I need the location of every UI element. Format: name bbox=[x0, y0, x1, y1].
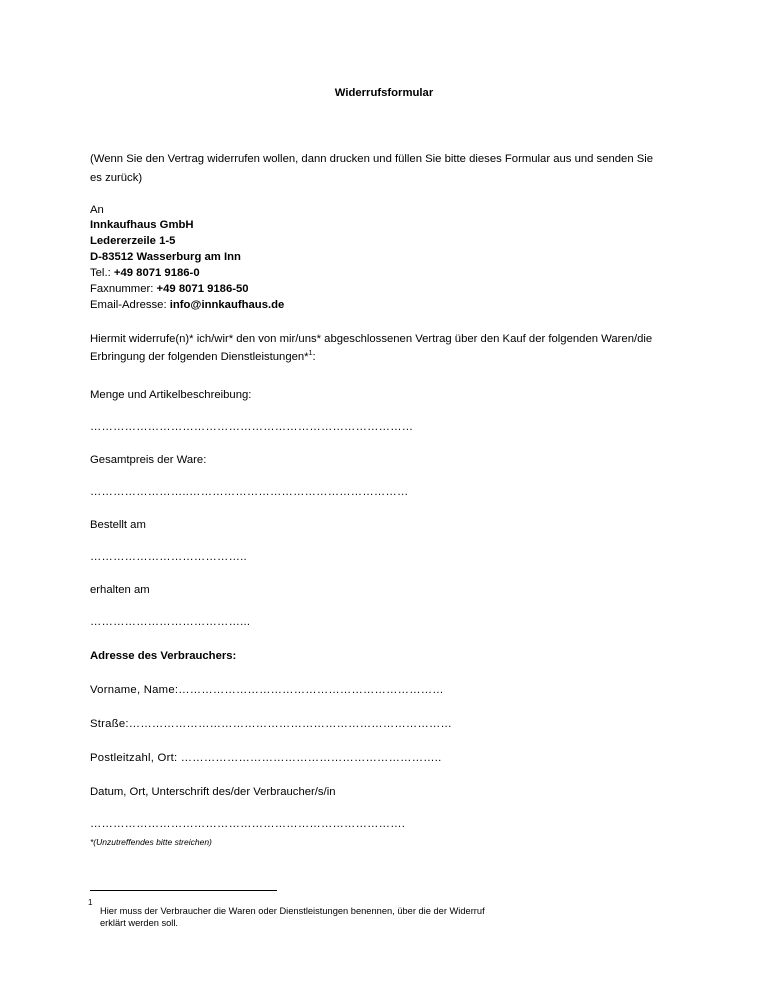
erhalten-dotted-field: …………………………………... bbox=[90, 616, 251, 628]
recipient-tel bbox=[90, 266, 200, 281]
recipient-street: Ledererzeile 1-5 bbox=[90, 235, 176, 247]
consumer-name-field: Vorname, Name:…………………………………………………………… bbox=[90, 684, 444, 696]
recipient-email bbox=[90, 298, 284, 313]
erhalten-label: erhalten am bbox=[90, 584, 150, 596]
footnote-line-1: Hier muss der Verbraucher die Waren oder Dienstleistungen benennen, über die der Widerruf bbox=[100, 906, 485, 916]
menge-label: Menge und Artikelbeschreibung: bbox=[90, 389, 252, 401]
consumer-heading: Adresse des Verbrauchers: bbox=[90, 650, 237, 662]
intro-line-1: (Wenn Sie den Vertrag widerrufen wollen, dann drucken und füllen Sie bitte dieses Formular aus und senden Sie bbox=[90, 153, 654, 165]
recipient-an: An bbox=[90, 204, 104, 216]
fax-value: +49 8071 9186-50 bbox=[156, 283, 249, 295]
intro-line-2: es zurück) bbox=[90, 172, 143, 184]
consumer-strasse-field: Straße:………………………………………………………………………… bbox=[90, 718, 453, 730]
preis-label: Gesamtpreis der Ware: bbox=[90, 454, 207, 466]
email-label: Email-Adresse: bbox=[90, 299, 170, 311]
withdrawal-line-2-text: Erbringung der folgenden Dienstleistungen* bbox=[90, 351, 309, 363]
recipient-company: Innkaufhaus GmbH bbox=[90, 219, 194, 231]
footnote-mark: 1 bbox=[88, 898, 93, 907]
consumer-plz-field: Postleitzahl, Ort: ………………………………………………………….. bbox=[90, 752, 442, 764]
tel-value: +49 8071 9186-0 bbox=[113, 267, 200, 279]
recipient-city: D-83512 Wasserburg am Inn bbox=[90, 251, 241, 263]
footnote-divider bbox=[90, 890, 277, 891]
withdrawal-line-1: Hiermit widerrufe(n)* ich/wir* den von mir/uns* abgeschlossenen Vertrag über den Kauf der folgenden Waren/die bbox=[90, 333, 653, 345]
footnote-line-2: erklärt werden soll. bbox=[100, 918, 179, 928]
recipient-fax bbox=[90, 282, 249, 297]
bestellt-dotted-field: ………………………………….. bbox=[90, 551, 247, 563]
footnote-reference: 1 bbox=[308, 350, 313, 357]
fax-label: Faxnummer: bbox=[90, 283, 157, 295]
bestellt-label: Bestellt am bbox=[90, 519, 146, 531]
page-title: Widerrufsformular bbox=[334, 87, 434, 99]
signature-label: Datum, Ort, Unterschrift des/der Verbraucher/s/in bbox=[90, 786, 336, 798]
menge-dotted-field: ………………………………………………………………………… bbox=[90, 421, 414, 433]
email-value: info@innkaufhaus.de bbox=[169, 299, 285, 311]
preis-dotted-field: ……………………..………………………………………………… bbox=[90, 486, 409, 498]
tel-label: Tel.: bbox=[90, 267, 114, 279]
withdrawal-line-2-end: : bbox=[312, 351, 316, 363]
signature-dotted-field: ………………………………………………………………………. bbox=[90, 818, 406, 830]
withdrawal-line-2 bbox=[90, 350, 316, 365]
strike-note: *(Unzutreffendes bitte streichen) bbox=[90, 837, 212, 847]
